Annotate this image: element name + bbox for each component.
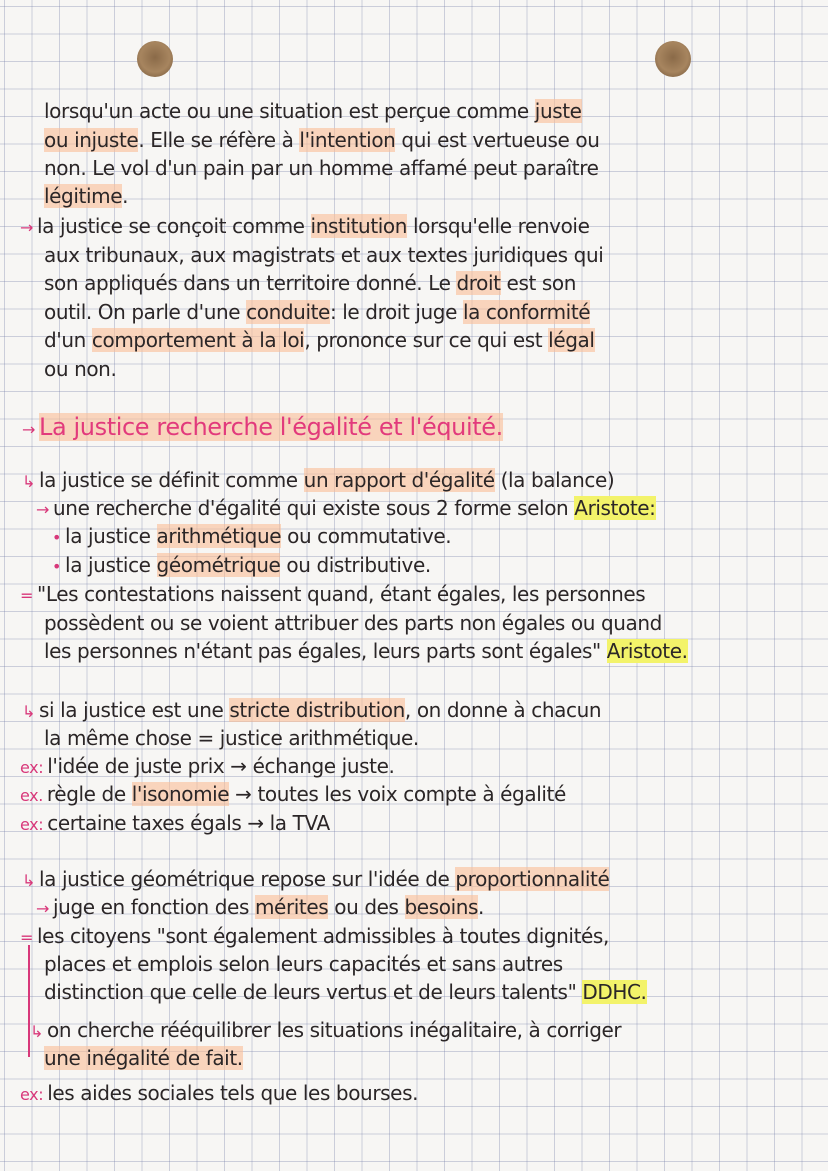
- note-text: aux tribunaux, aux magistrats et aux textes juridiques qui: [44, 243, 604, 267]
- bullet-marker: ex:: [20, 758, 44, 777]
- note-text: ou commutative.: [281, 524, 452, 548]
- note-text: la même chose = justice arithmétique.: [44, 726, 419, 750]
- bullet-marker: ex:: [20, 1085, 44, 1104]
- highlighted-text: légitime: [44, 184, 123, 208]
- highlighted-text: un rapport d'égalité: [303, 468, 495, 492]
- note-text: est son: [500, 271, 576, 295]
- bullet-marker: ↳: [30, 1022, 44, 1041]
- note-text: règle de: [46, 782, 132, 806]
- highlighted-text: droit: [456, 271, 501, 295]
- note-text: distinction que celle de leurs vertus et de leurs talents": [44, 980, 583, 1004]
- highlighted-text: arithmétique: [156, 524, 282, 548]
- note-line: [20, 923, 609, 951]
- note-line: [44, 98, 582, 124]
- note-text: la justice se définit comme: [39, 468, 304, 492]
- note-text: d'un: [44, 328, 92, 352]
- bullet-marker: ex:: [20, 815, 44, 834]
- note-line: [20, 810, 330, 838]
- note-line: [44, 638, 688, 664]
- note-line: [20, 581, 645, 609]
- bullet-marker: •: [52, 528, 62, 547]
- note-text: on cherche rééquilibrer les situations inégalitaire, à corriger: [47, 1018, 622, 1042]
- highlighted-text: institution: [310, 214, 408, 238]
- note-line: [44, 725, 419, 751]
- note-line: [44, 299, 590, 325]
- note-line: [44, 1045, 243, 1071]
- note-text: .: [122, 184, 129, 208]
- note-line: [22, 697, 601, 725]
- note-text: . Elle se réfère à: [138, 128, 300, 152]
- bullet-marker: •: [52, 557, 62, 576]
- note-text: : le droit juge: [329, 300, 463, 324]
- note-line: [30, 1017, 621, 1045]
- note-text: l'idée de juste prix → échange juste.: [47, 754, 395, 778]
- note-text: la justice: [65, 524, 157, 548]
- note-text: (la balance): [494, 468, 615, 492]
- highlighted-text: l'intention: [299, 128, 396, 152]
- note-text: lorsqu'elle renvoie: [407, 214, 590, 238]
- note-line: [52, 523, 451, 551]
- note-line: [36, 894, 484, 922]
- highlighted-text: la conformité: [462, 300, 591, 324]
- note-line: [44, 951, 563, 977]
- note-line: [44, 183, 128, 209]
- binder-hole-left: [137, 41, 173, 77]
- note-text: la justice: [65, 553, 157, 577]
- note-line: [44, 270, 576, 296]
- note-line: [44, 127, 599, 153]
- note-text: ou distributive.: [280, 553, 431, 577]
- note-line: [44, 356, 116, 382]
- note-line: [20, 753, 394, 781]
- highlighted-text: stricte distribution: [229, 698, 405, 722]
- note-text: non. Le vol d'un pain par un homme affamé peut paraître: [44, 156, 599, 180]
- bullet-marker: →: [20, 218, 34, 237]
- note-text: les personnes n'étant pas égales, leurs parts sont égales": [44, 639, 607, 663]
- note-text: la justice géométrique repose sur l'idée de: [39, 867, 456, 891]
- note-text: , prononce sur ce qui est: [304, 328, 549, 352]
- bullet-marker: ex.: [20, 786, 43, 805]
- note-line: [44, 242, 603, 268]
- note-line: [22, 866, 609, 894]
- note-text: certaine taxes égals → la TVA: [47, 811, 330, 835]
- highlighted-text: DDHC.: [582, 980, 647, 1004]
- note-line: [36, 495, 656, 523]
- section-heading: [22, 414, 503, 443]
- bullet-marker: ↳: [22, 702, 36, 721]
- note-line: [44, 979, 647, 1005]
- note-text: outil. On parle d'une: [44, 300, 247, 324]
- note-line: [52, 552, 431, 580]
- note-text: .: [478, 895, 484, 919]
- note-text: , on donne à chacun: [404, 698, 602, 722]
- note-text: possèdent ou se voient attribuer des parts non égales ou quand: [44, 611, 662, 635]
- note-line: [44, 327, 595, 353]
- bullet-marker: ↳: [22, 871, 36, 890]
- note-text: ou des: [328, 895, 405, 919]
- bullet-marker: →: [36, 899, 50, 918]
- note-text: si la justice est une: [39, 698, 230, 722]
- highlighted-text: juste: [534, 99, 582, 123]
- bullet-marker: →: [22, 420, 36, 439]
- bullet-marker: =: [20, 928, 34, 947]
- highlighted-text: une inégalité de fait.: [44, 1046, 243, 1070]
- note-text: La justice recherche l'égalité et l'équité.: [39, 413, 503, 441]
- note-line: [44, 155, 599, 181]
- note-line: [20, 213, 589, 241]
- note-line: [22, 467, 614, 495]
- highlighted-text: géométrique: [156, 553, 281, 577]
- highlighted-text: Aristote.: [606, 639, 688, 663]
- highlighted-text: conduite: [246, 300, 330, 324]
- note-text: "Les contestations naissent quand, étant égales, les personnes: [37, 582, 646, 606]
- binder-hole-right: [655, 41, 691, 77]
- note-line: [44, 610, 662, 636]
- note-line: [20, 781, 566, 809]
- note-text: la justice se conçoit comme: [37, 214, 311, 238]
- highlighted-text: l'isonomie: [131, 782, 230, 806]
- highlighted-text: mérites: [254, 895, 329, 919]
- highlighted-text: comportement à la loi: [91, 328, 305, 352]
- highlighted-text: proportionnalité: [455, 867, 610, 891]
- highlighted-text: ou injuste: [44, 128, 139, 152]
- note-text: qui est vertueuse ou: [395, 128, 600, 152]
- bullet-marker: =: [20, 586, 34, 605]
- note-text: une recherche d'égalité qui existe sous 2 forme selon: [53, 496, 575, 520]
- note-text: ou non.: [44, 357, 117, 381]
- bullet-marker: →: [36, 500, 50, 519]
- note-text: les aides sociales tels que les bourses.: [47, 1081, 419, 1105]
- note-text: juge en fonction des: [53, 895, 255, 919]
- note-text: lorsqu'un acte ou une situation est perçue comme: [44, 99, 535, 123]
- note-text: → toutes les voix compte à égalité: [229, 782, 566, 806]
- note-text: les citoyens "sont également admissibles à toutes dignités,: [37, 924, 609, 948]
- note-text: places et emplois selon leurs capacités et sans autres: [44, 952, 563, 976]
- highlighted-text: légal: [548, 328, 595, 352]
- note-text: son appliqués dans un territoire donné. Le: [44, 271, 457, 295]
- bullet-marker: ↳: [22, 472, 36, 491]
- note-line: [20, 1080, 418, 1108]
- highlighted-text: Aristote:: [574, 496, 656, 520]
- highlighted-text: besoins: [404, 895, 479, 919]
